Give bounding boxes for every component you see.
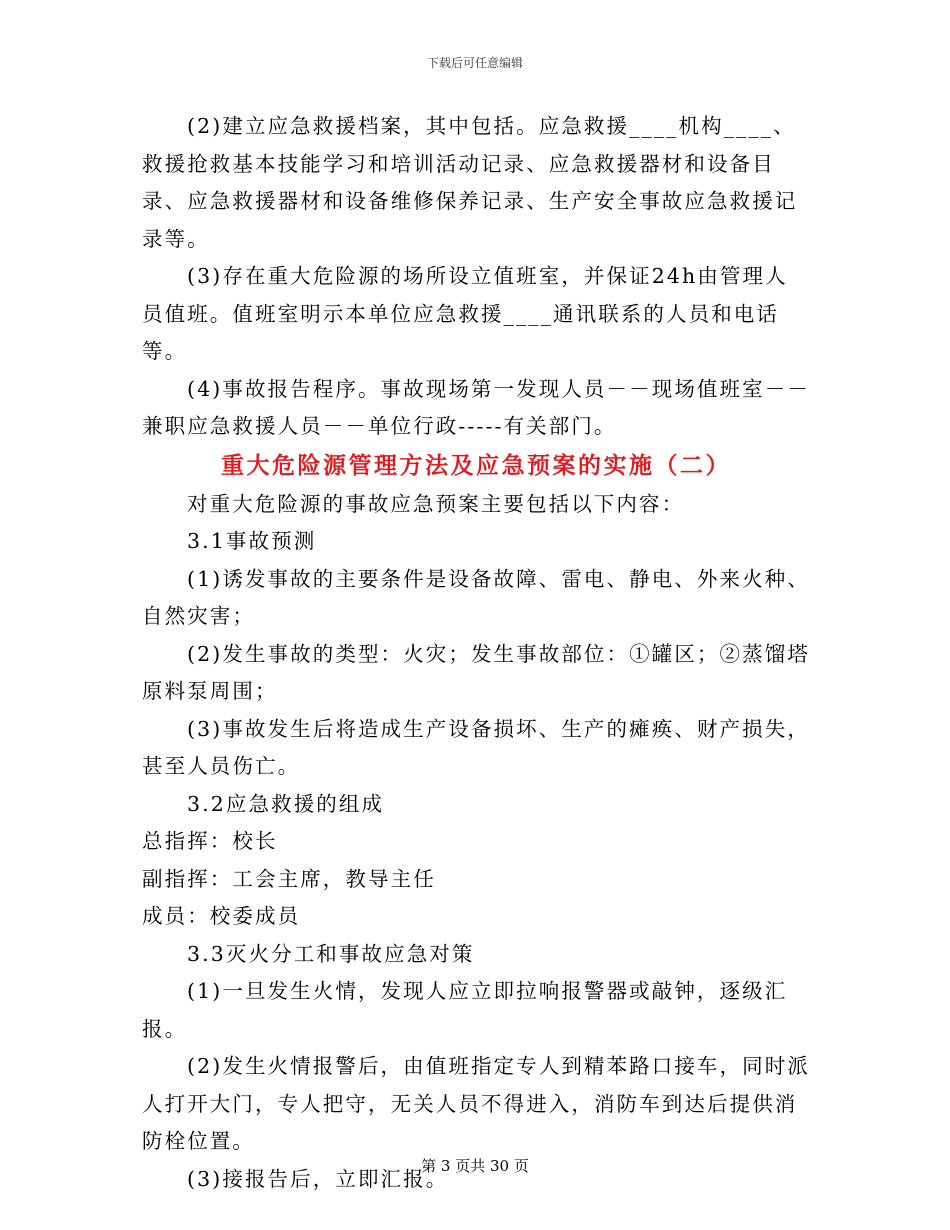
- commander-line: 总指挥：校长: [142, 829, 278, 853]
- list-item-3-3-1: (1)一旦发生火情，发现人应立即拉响报警器或敲钟，逐级汇报。: [142, 979, 788, 1041]
- list-item-3-1-2: (2)发生事故的类型：火灾；发生事故部位：①罐区；②蒸馏塔原料泵周围；: [142, 641, 810, 703]
- section-intro: 对重大危险源的事故应急预案主要包括以下内容：: [187, 491, 685, 516]
- heading-3-3: 3.3灭火分工和事故应急对策: [187, 941, 475, 966]
- list-item-3-3-2: (2)发生火情报警后，由值班指定专人到精苯路口接车，同时派人打开大门，专人把守，无关人员不得进入，消防车到达后提供消防栓位置。: [142, 1054, 810, 1153]
- paragraph-archive: (2)建立应急救援档案，其中包括。应急救援____机构____、救援抢救基本技能学习和培训活动记录、应急救援器材和设备目录、应急救援器材和设备维修保养记录、生产安全事故应急救援记录等。: [142, 114, 798, 251]
- list-item-3-3-3: (3)接报告后，立即汇报。: [187, 1166, 449, 1191]
- paragraph-duty-room: (3)存在重大危险源的场所设立值班室，并保证24h由管理人员值班。值班室明示本单位应急救援____通讯联系的人员和电话等。: [142, 264, 788, 363]
- deputy-commander-line: 副指挥：工会主席，教导主任: [142, 866, 436, 891]
- paragraph-report-procedure: (4)事故报告程序。事故现场第一发现人员－－现场值班室－－兼职应急救援人员－－单位行政-----有关部门。: [142, 376, 810, 438]
- members-line: 成员：校委成员: [142, 904, 301, 928]
- heading-3-1: 3.1事故预测: [187, 529, 317, 553]
- list-item-3-1-3: (3)事故发生后将造成生产设备损坏、生产的瘫痪、财产损失，甚至人员伤亡。: [142, 716, 810, 778]
- page-footer: 第 3 页共 30 页: [421, 1157, 529, 1175]
- document-body: [142, 108, 810, 1198]
- list-item-3-1-1: (1)诱发事故的主要条件是设备故障、雷电、静电、外来火种、自然灾害；: [142, 566, 810, 628]
- section-title: 重大危险源管理方法及应急预案的实施（二）: [221, 451, 731, 479]
- heading-3-2: 3.2应急救援的组成: [187, 791, 385, 816]
- page-header: 下载后可任意编辑: [426, 56, 523, 70]
